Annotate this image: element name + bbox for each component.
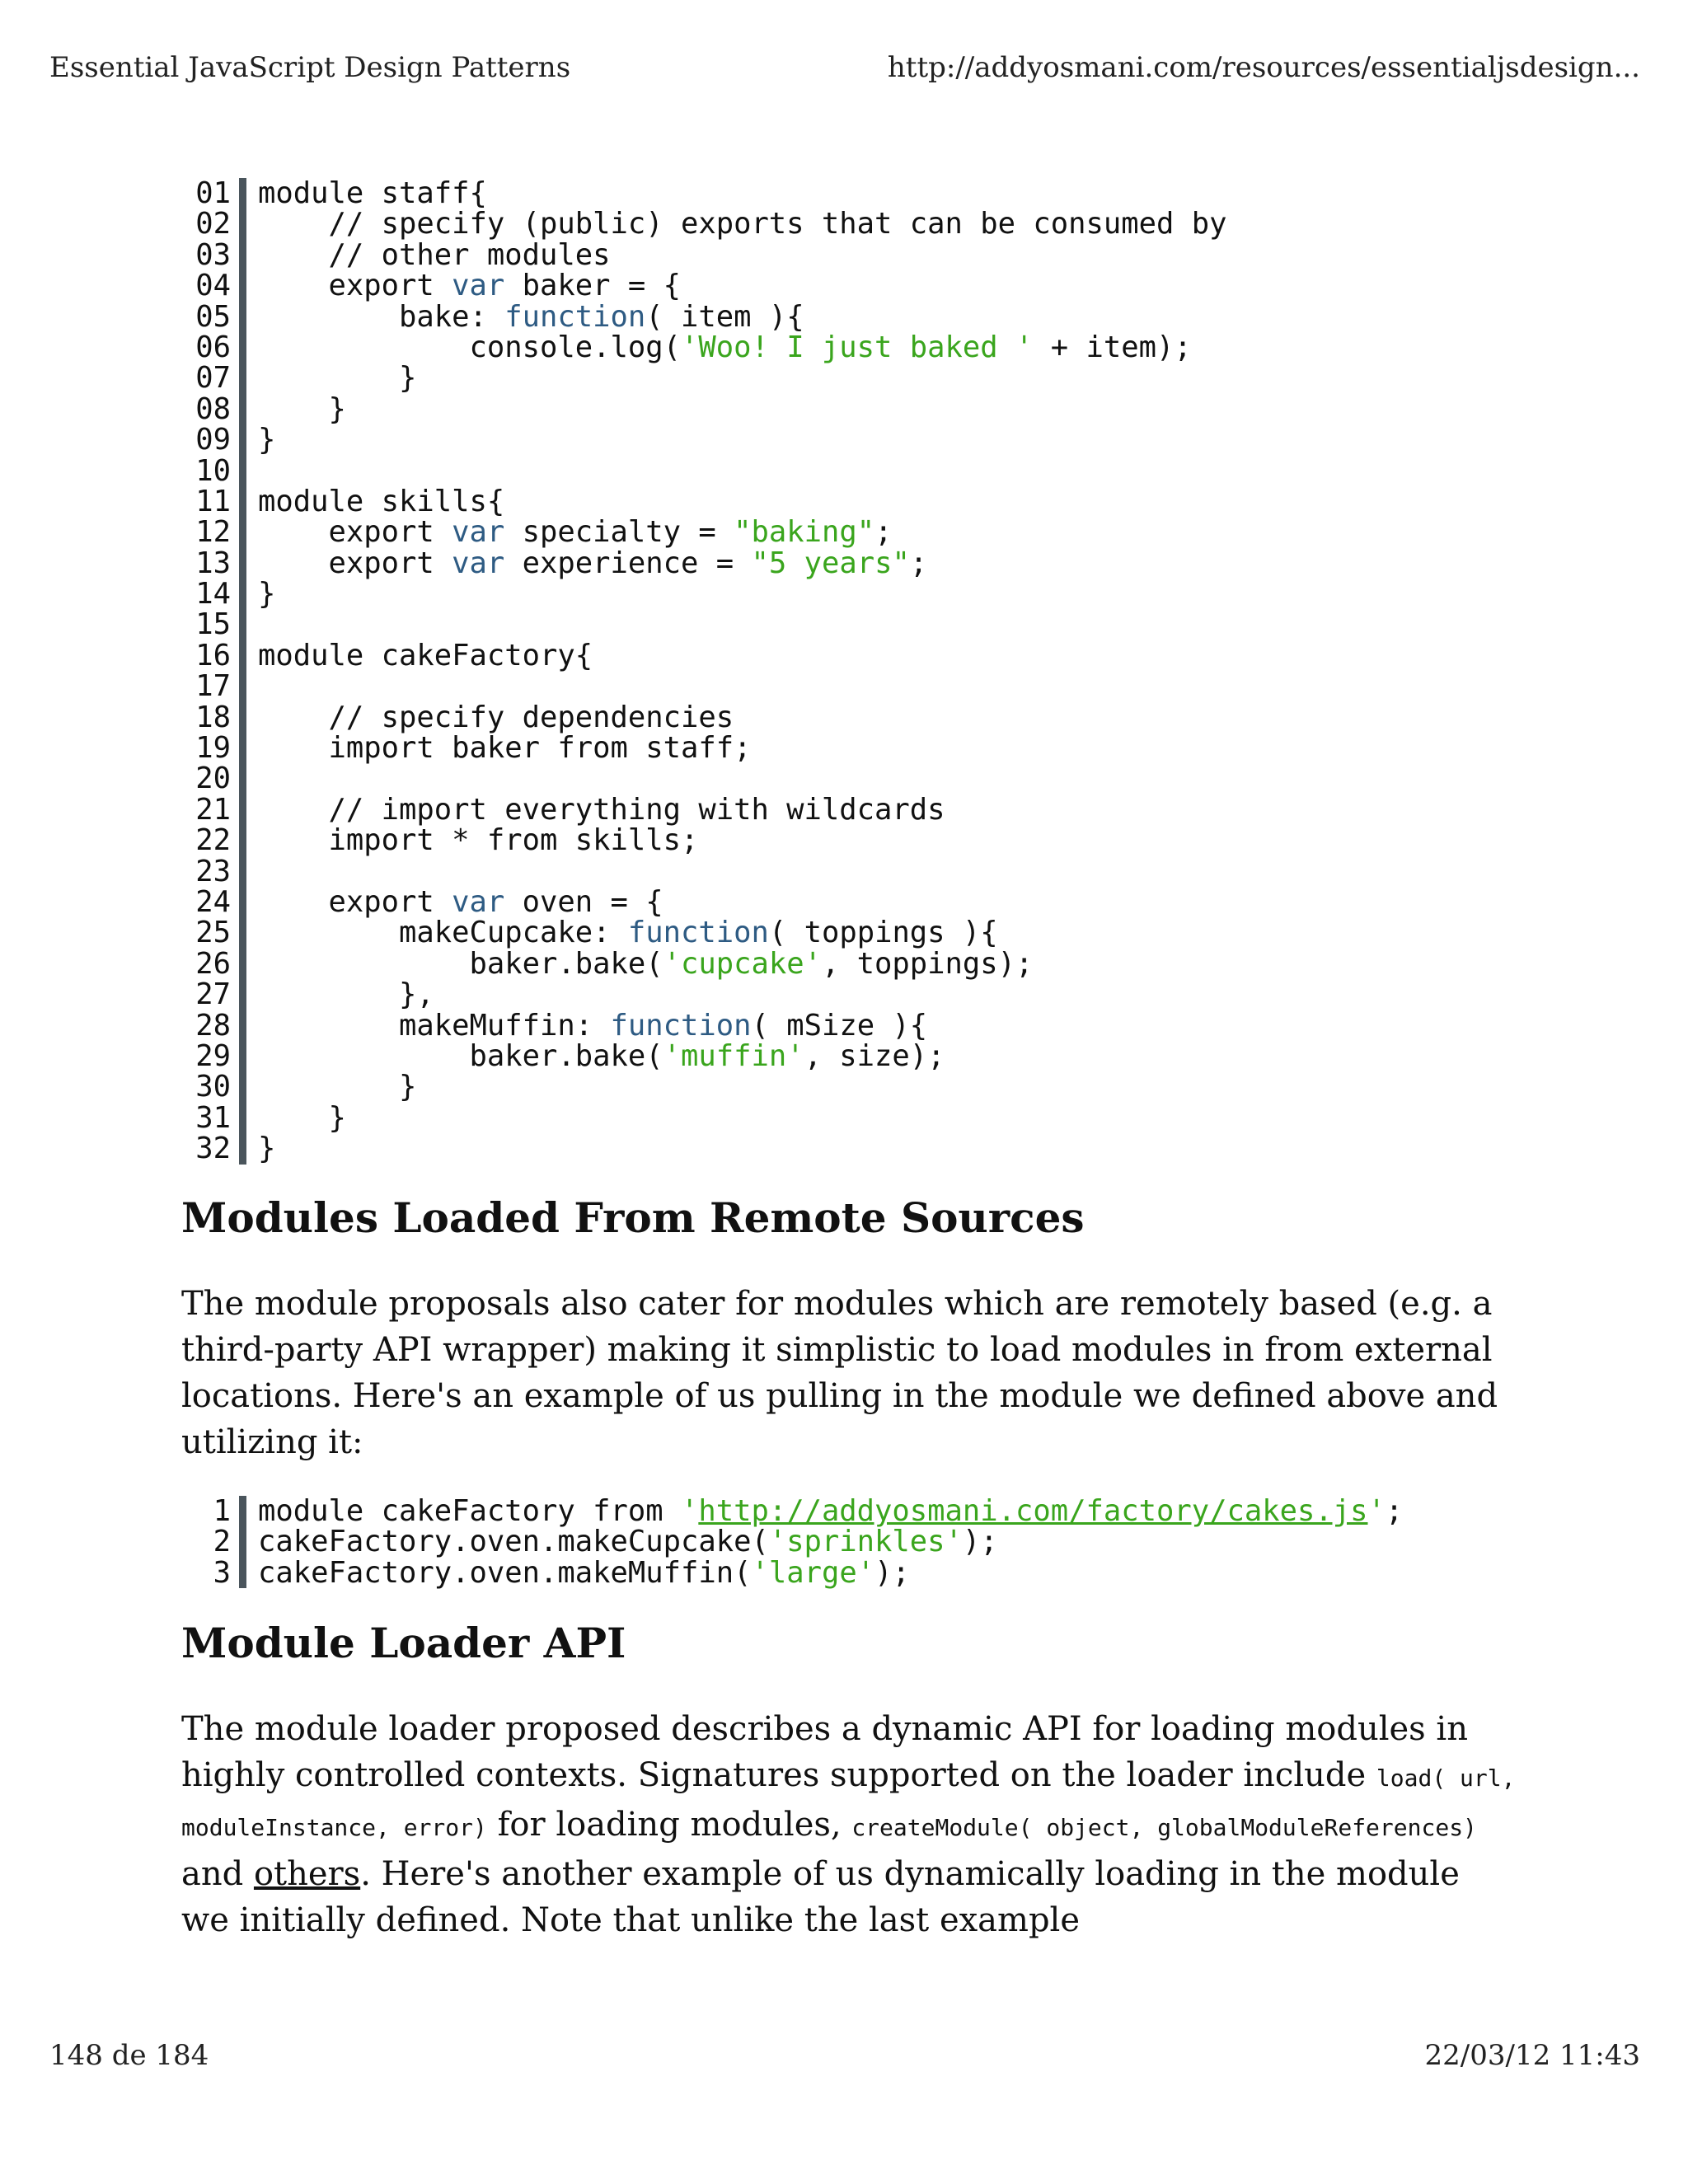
line-number: 13 <box>181 548 246 579</box>
code-text <box>246 884 663 919</box>
code-text <box>246 209 1227 239</box>
code-text <box>246 1071 416 1102</box>
code-token: ); <box>874 1555 910 1590</box>
code-token: baker.bake( <box>258 1038 663 1073</box>
code-string: 'cupcake' <box>663 946 822 981</box>
code-token: import * from skills; <box>258 823 699 858</box>
code-text <box>246 794 945 825</box>
code-token: } <box>258 423 276 457</box>
line-number: 11 <box>181 486 246 517</box>
code-token: ( mSize ){ <box>751 1008 928 1043</box>
code-text <box>246 1496 1403 1526</box>
code-token: // specify (public) exports that can be consumed by <box>258 207 1227 241</box>
code-token: import baker from staff; <box>258 731 752 766</box>
line-number: 18 <box>181 702 246 733</box>
header-url: http://addyosmani.com/resources/essentialjsdesign... <box>887 51 1640 84</box>
code-line <box>181 1010 1227 1041</box>
code-token: // other modules <box>258 237 611 272</box>
code-token: + item); <box>1033 330 1192 364</box>
code-text <box>246 946 1034 981</box>
code-token: module skills{ <box>258 484 505 518</box>
line-number: 16 <box>181 640 246 671</box>
line-number: 07 <box>181 363 246 393</box>
line-number: 22 <box>181 825 246 855</box>
code-token: , size); <box>804 1038 945 1073</box>
code-text <box>246 640 593 671</box>
line-number: 06 <box>181 332 246 363</box>
code-text <box>246 823 699 858</box>
code-line <box>181 361 1227 396</box>
code-token: export <box>258 269 452 303</box>
code-text <box>246 1526 998 1557</box>
line-number: 02 <box>181 209 246 239</box>
heading-module-loader-api: Module Loader API <box>181 1619 626 1667</box>
code-token: ; <box>1385 1494 1404 1528</box>
code-text <box>246 515 893 550</box>
code-text <box>246 671 258 701</box>
footer-page-number: 148 de 184 <box>49 2039 209 2072</box>
code-text <box>246 731 752 766</box>
code-line <box>181 486 1227 517</box>
code-token: } <box>258 391 346 426</box>
loader-text-4: . Here's another example of us dynamically loading in the module we initially defined. Note that unlike the last example <box>181 1855 1460 1939</box>
code-token: baker.bake( <box>258 946 663 981</box>
code-text <box>246 299 804 334</box>
code-keyword: var <box>452 269 505 303</box>
line-number: 1 <box>181 1496 246 1526</box>
code-text <box>246 1038 945 1073</box>
code-token: } <box>258 577 276 612</box>
code-line <box>181 1100 1227 1135</box>
code-line <box>181 391 1227 426</box>
code-text <box>246 424 275 455</box>
line-number: 21 <box>181 794 246 825</box>
code-line <box>181 453 1227 488</box>
code-line <box>181 237 1227 272</box>
code-token: , toppings); <box>821 946 1034 981</box>
paragraph-remote-sources: The module proposals also cater for modules which are remotely based (e.g. a third-party API wrapper) making it simplistic to load modules in from external locations. Here's an example of us pulling in the module we defined above and utilizing it: <box>181 1285 1498 1461</box>
code-keyword: function <box>627 916 769 950</box>
code-text <box>246 979 434 1010</box>
code-text <box>246 332 1192 363</box>
code-token: oven = { <box>504 884 663 919</box>
loader-text-3: and <box>181 1855 254 1893</box>
line-number: 10 <box>181 456 246 486</box>
line-number: 29 <box>181 1041 246 1071</box>
code-token: makeMuffin: <box>258 1008 611 1043</box>
code-text <box>246 609 258 640</box>
code-token: baker = { <box>504 269 681 303</box>
code-line <box>181 946 1227 981</box>
code-block-remote-import <box>181 1496 1403 1588</box>
footer-datetime: 22/03/12 11:43 <box>1424 2039 1640 2072</box>
code-text <box>246 1133 275 1164</box>
code-line <box>181 917 1227 948</box>
code-keyword: var <box>452 546 505 580</box>
code-token: } <box>258 361 417 396</box>
line-number: 05 <box>181 302 246 332</box>
code-line <box>181 763 1227 794</box>
code-line <box>181 515 1227 550</box>
code-token: module cakeFactory from <box>258 1494 681 1528</box>
code-text <box>246 702 734 733</box>
code-string: 'Woo! I just baked ' <box>680 330 1034 364</box>
code-token: } <box>258 1070 417 1104</box>
line-number: 3 <box>181 1558 246 1588</box>
code-string: ' <box>1367 1494 1386 1528</box>
code-url-link[interactable]: http://addyosmani.com/factory/cakes.js <box>698 1494 1368 1528</box>
code-keyword: function <box>610 1008 752 1043</box>
code-text <box>246 856 258 887</box>
code-text <box>246 391 346 426</box>
code-line <box>181 548 1227 579</box>
code-line <box>181 1496 1403 1526</box>
code-line <box>181 178 1227 209</box>
code-line <box>181 270 1227 301</box>
line-number: 17 <box>181 671 246 701</box>
code-token: export <box>258 884 452 919</box>
line-number: 20 <box>181 763 246 794</box>
header-title: Essential JavaScript Design Patterns <box>49 51 571 84</box>
code-line <box>181 702 1227 733</box>
code-line <box>181 794 1227 825</box>
line-number: 01 <box>181 178 246 209</box>
code-token: cakeFactory.oven.makeCupcake( <box>258 1525 769 1559</box>
code-token: makeCupcake: <box>258 916 628 950</box>
code-text <box>246 237 611 272</box>
code-line <box>181 1526 1403 1557</box>
code-line <box>181 1071 1227 1102</box>
code-line <box>181 979 1227 1010</box>
line-number: 27 <box>181 979 246 1010</box>
line-number: 30 <box>181 1071 246 1102</box>
paragraph-module-loader <box>181 1706 1517 1943</box>
code-text <box>246 361 417 396</box>
code-text <box>246 1010 927 1041</box>
code-text <box>246 456 258 486</box>
line-number: 2 <box>181 1526 246 1557</box>
line-number: 08 <box>181 394 246 424</box>
code-token: module staff{ <box>258 176 487 210</box>
code-text <box>246 270 681 301</box>
code-text <box>246 917 998 948</box>
loader-text-2: for loading modules, <box>486 1806 852 1844</box>
line-number: 03 <box>181 240 246 270</box>
code-line <box>181 1555 1403 1590</box>
line-number: 15 <box>181 609 246 640</box>
code-token: export <box>258 515 452 550</box>
code-line <box>181 209 1227 239</box>
code-line <box>181 640 1227 671</box>
code-text <box>246 1555 910 1590</box>
code-token: ( item ){ <box>645 299 804 334</box>
code-line <box>181 299 1227 334</box>
code-text <box>246 486 504 517</box>
code-line <box>181 884 1227 919</box>
code-token: } <box>258 1100 346 1135</box>
code-line <box>181 1133 1227 1164</box>
line-number: 26 <box>181 949 246 979</box>
line-number: 19 <box>181 733 246 763</box>
code-string: 'muffin' <box>663 1038 804 1073</box>
line-number: 14 <box>181 579 246 609</box>
code-token: ; <box>874 515 893 550</box>
code-keyword: var <box>452 884 505 919</box>
code-token: specialty = <box>504 515 734 550</box>
code-string: "baking" <box>734 515 875 550</box>
loader-text-1: The module loader proposed describes a dynamic API for loading modules in highly controlled contexts. Signatures supported on the loader include <box>181 1710 1468 1794</box>
code-string: 'sprinkles' <box>768 1525 963 1559</box>
line-number: 23 <box>181 856 246 887</box>
line-number: 12 <box>181 517 246 547</box>
line-number: 25 <box>181 917 246 948</box>
code-string: ' <box>680 1494 699 1528</box>
line-number: 31 <box>181 1103 246 1133</box>
code-line <box>181 823 1227 858</box>
inline-code-create-module: createModule( object, globalModuleReferences) <box>851 1814 1477 1841</box>
code-text <box>246 577 276 612</box>
code-text <box>246 548 927 579</box>
code-string: 'large' <box>751 1555 875 1590</box>
code-token: cakeFactory.oven.makeMuffin( <box>258 1555 752 1590</box>
code-text <box>246 763 258 794</box>
code-token: export <box>258 546 452 580</box>
others-link[interactable]: others <box>253 1855 361 1893</box>
heading-remote-sources: Modules Loaded From Remote Sources <box>181 1193 1085 1242</box>
code-keyword: function <box>504 299 646 334</box>
line-number: 24 <box>181 887 246 917</box>
code-string: "5 years" <box>751 546 910 580</box>
code-token: ); <box>962 1525 998 1559</box>
code-token: ; <box>909 546 928 580</box>
code-token: // specify dependencies <box>258 700 734 734</box>
line-number: 04 <box>181 270 246 301</box>
code-token: experience = <box>504 546 752 580</box>
line-number: 32 <box>181 1133 246 1164</box>
code-line <box>181 669 1227 704</box>
code-token: } <box>258 1132 276 1166</box>
code-token: // import everything with wildcards <box>258 792 945 827</box>
code-line <box>181 1038 1227 1073</box>
line-number: 28 <box>181 1010 246 1041</box>
code-text <box>246 1100 346 1135</box>
code-block-staff-modules <box>181 178 1227 1165</box>
code-line <box>181 424 1227 455</box>
inline-code-load: load( url, moduleInstance, error) <box>181 1765 1516 1841</box>
code-token: console.log( <box>258 330 681 364</box>
code-line <box>181 609 1227 640</box>
code-token: ( toppings ){ <box>768 916 998 950</box>
code-line <box>181 731 1227 766</box>
code-line <box>181 577 1227 612</box>
code-line <box>181 332 1227 363</box>
code-token: }, <box>258 977 434 1012</box>
code-token: bake: <box>258 299 505 334</box>
code-token: module cakeFactory{ <box>258 638 593 673</box>
line-number: 09 <box>181 424 246 455</box>
code-line <box>181 856 1227 887</box>
code-keyword: var <box>452 515 505 550</box>
code-text <box>246 178 487 209</box>
